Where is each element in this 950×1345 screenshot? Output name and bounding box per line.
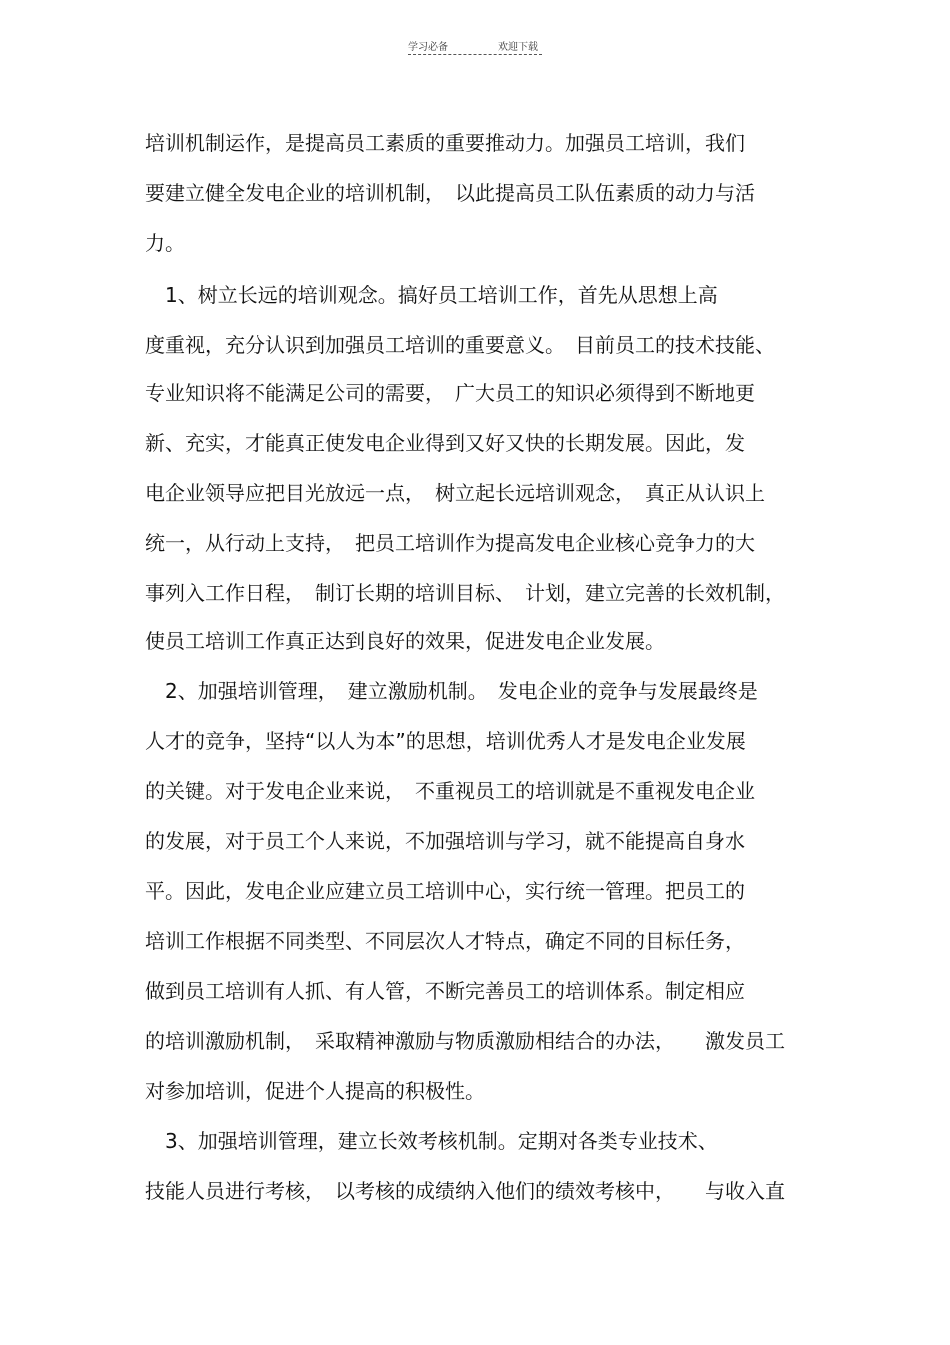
body-line: 3、加强培训管理，建立长效考核机制。定期对各类专业技术、 — [145, 1129, 718, 1153]
header-right-text: 欢迎下载 — [498, 42, 538, 53]
header-divider — [408, 54, 542, 55]
body-line: 2、加强培训管理， 建立激励机制。 发电企业的竞争与发展最终是 — [145, 679, 758, 703]
header-left-text: 学习必备 — [408, 42, 448, 53]
body-line: 力。 — [145, 231, 185, 255]
body-line: 的培训激励机制， 采取精神激励与物质激励相结合的办法， 激发员工 — [145, 1029, 785, 1053]
body-line: 电企业领导应把目光放远一点， 树立起长远培训观念， 真正从认识上 — [145, 481, 765, 505]
body-line: 做到员工培训有人抓、有人管，不断完善员工的培训体系。制定相应 — [145, 979, 745, 1003]
body-line: 专业知识将不能满足公司的需要， 广大员工的知识必须得到不断地更 — [145, 381, 755, 405]
body-line: 技能人员进行考核， 以考核的成绩纳入他们的绩效考核中， 与收入直 — [145, 1179, 785, 1203]
body-line: 对参加培训，促进个人提高的积极性。 — [145, 1079, 485, 1103]
body-line: 统一，从行动上支持， 把员工培训作为提高发电企业核心竞争力的大 — [145, 531, 755, 555]
body-line: 度重视，充分认识到加强员工培训的重要意义。 目前员工的技术技能、 — [145, 333, 775, 357]
body-line: 的发展，对于员工个人来说，不加强培训与学习，就不能提高自身水 — [145, 829, 745, 853]
page-header — [408, 38, 542, 58]
body-line: 使员工培训工作真正达到良好的效果，促进发电企业发展。 — [145, 629, 665, 653]
body-line: 事列入工作日程， 制订长期的培训目标、 计划，建立完善的长效机制， — [145, 581, 785, 605]
body-line: 新、充实，才能真正使发电企业得到又好又快的长期发展。因此，发 — [145, 431, 745, 455]
body-line: 平。因此，发电企业应建立员工培训中心，实行统一管理。把员工的 — [145, 879, 745, 903]
body-line: 要建立健全发电企业的培训机制， 以此提高员工队伍素质的动力与活 — [145, 181, 755, 205]
body-line: 培训机制运作，是提高员工素质的重要推动力。加强员工培训，我们 — [145, 131, 745, 155]
body-line: 的关键。对于发电企业来说， 不重视员工的培训就是不重视发电企业 — [145, 779, 755, 803]
body-line: 培训工作根据不同类型、不同层次人才特点，确定不同的目标任务， — [145, 929, 745, 953]
body-line: 1、树立长远的培训观念。搞好员工培训工作，首先从思想上高 — [145, 283, 718, 307]
body-line: 人才的竞争，坚持“以人为本”的思想，培训优秀人才是发电企业发展 — [145, 729, 746, 753]
